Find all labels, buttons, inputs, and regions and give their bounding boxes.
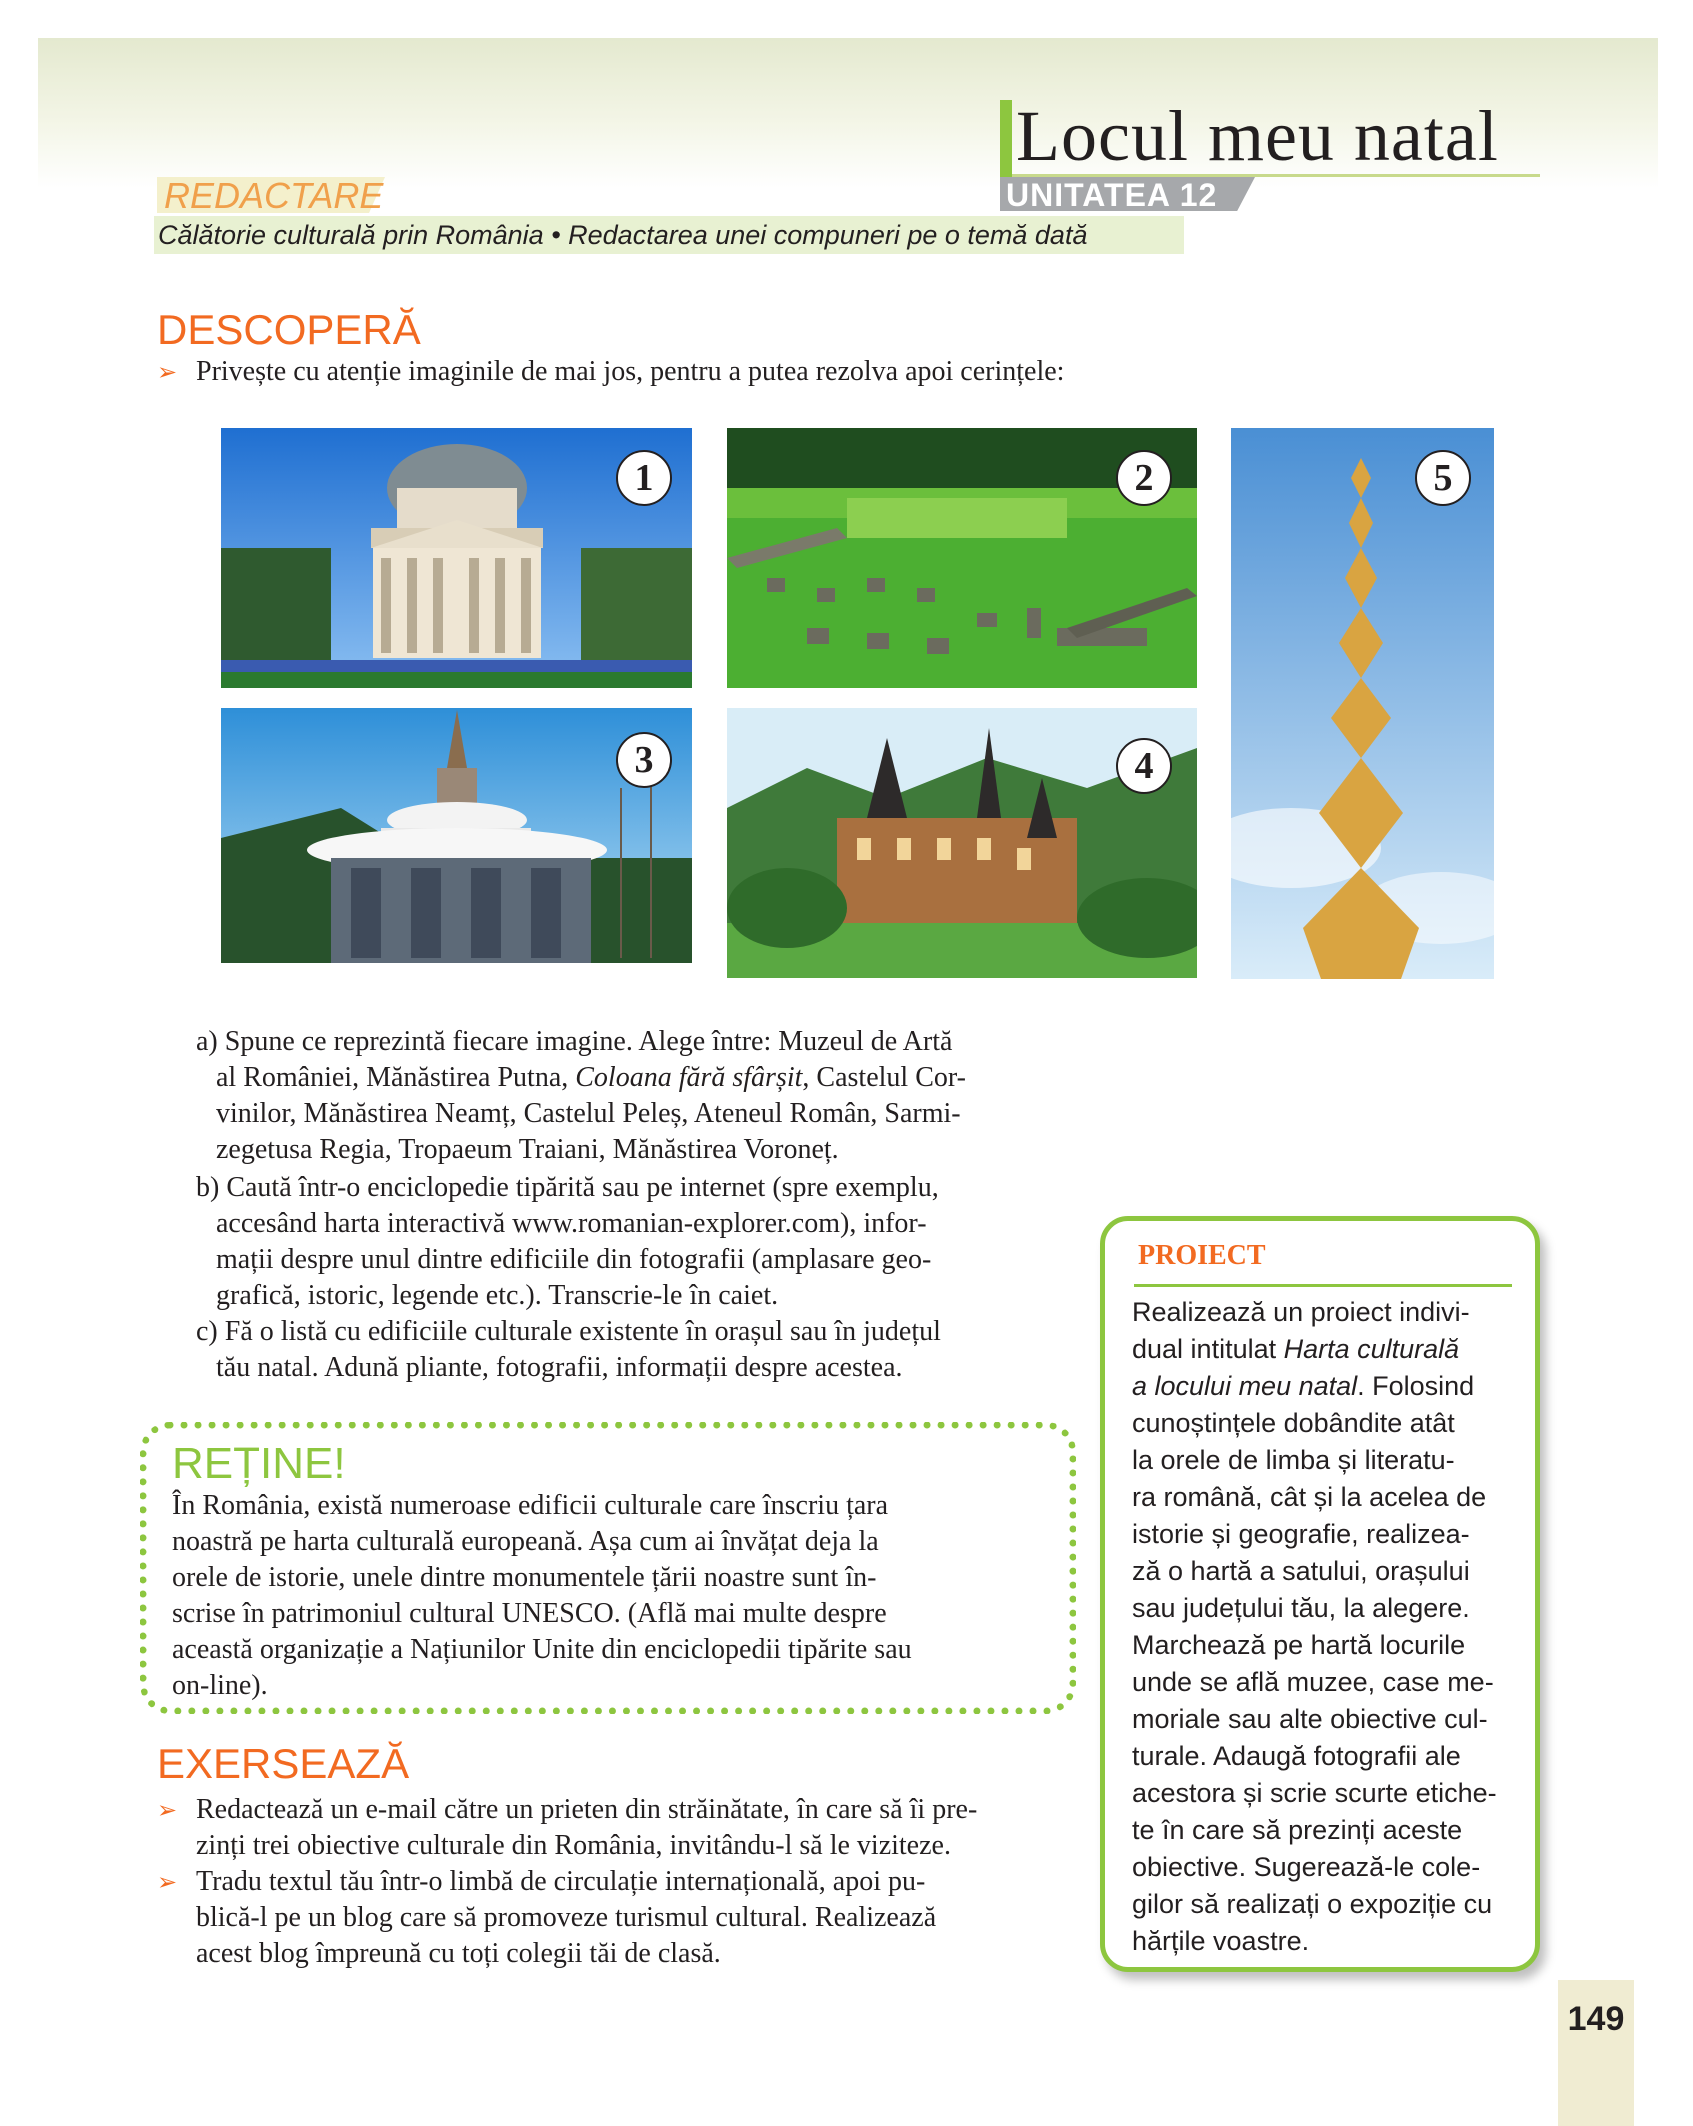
proiect-text <box>1132 1294 1512 1960</box>
arrow-bullet-icon: ➢ <box>157 1868 178 1896</box>
retine-line: on-line). <box>172 1670 268 1701</box>
proiect-line: Realizează un proiect indivi- <box>1132 1297 1470 1327</box>
retine-line: orele de istorie, unele dintre monumentele țării noastre sunt în- <box>172 1562 877 1593</box>
photo-number-badge: 1 <box>616 450 672 506</box>
task-b-line: grafică, istoric, legende etc.). Transcrie-le în caiet. <box>216 1280 779 1311</box>
task-c <box>196 1314 1066 1386</box>
page-number: 149 <box>1567 2000 1625 2038</box>
descopera-instruction: Privește cu atenție imaginile de mai jos, pentru a putea rezolva apoi cerințele: <box>196 356 1065 387</box>
task-b-line: b) Caută într-o enciclopedie tipărită sau pe internet (spre exemplu, <box>196 1172 939 1203</box>
proiect-line: moriale sau alte obiective cul- <box>1132 1704 1488 1734</box>
exerseaza-title: EXERSEAZĂ <box>157 1740 410 1787</box>
proiect-line: a locului meu natal. Folosind <box>1132 1371 1475 1401</box>
proiect-line: istorie și geografie, realizea- <box>1132 1519 1470 1549</box>
exerseaza-line: acest blog împreună cu toți colegii tăi de clasă. <box>196 1938 721 1969</box>
exerseaza-line: Redactează un e-mail către un prieten din străinătate, în care să îi pre- <box>196 1794 978 1825</box>
proiect-line: dual intitulat Harta culturală <box>1132 1334 1460 1364</box>
proiect-line: cunoștințele dobândite atât <box>1132 1408 1455 1438</box>
lesson-subtitle: Călătorie culturală prin România • Redactarea unei compuneri pe o temă dată <box>158 220 1088 250</box>
proiect-line: Marchează pe hartă locurile <box>1132 1630 1466 1660</box>
task-a-line: al României, Mănăstirea Putna, Coloana fără sfârșit, Castelul Cor- <box>216 1062 966 1093</box>
page-title: Locul meu natal <box>1016 96 1499 176</box>
task-c-line: tău natal. Adună pliante, fotografii, informații despre acestea. <box>216 1352 903 1383</box>
proiect-line: hărțile voastre. <box>1132 1926 1310 1956</box>
proiect-line: acestora și scrie scurte etiche- <box>1132 1778 1497 1808</box>
exerseaza-line: zinți trei obiective culturale din România, invitându-l să le viziteze. <box>196 1830 951 1861</box>
unit-label: UNITATEA 12 <box>1006 177 1218 213</box>
retine-title: REȚINE! <box>172 1439 346 1488</box>
task-b-line: mații despre unul dintre edificiile din fotografii (amplasare geo- <box>216 1244 932 1275</box>
proiect-divider <box>1134 1284 1512 1287</box>
task-a-italic: Coloana fără sfârșit <box>575 1062 803 1093</box>
task-b-line: accesând harta interactivă www.romanian-explorer.com), infor- <box>216 1208 927 1239</box>
proiect-line: ra română, cât și la acelea de <box>1132 1482 1487 1512</box>
arrow-bullet-icon: ➢ <box>157 1796 178 1824</box>
exerseaza-item-1 <box>196 1792 1076 1864</box>
photo-number-badge: 4 <box>1116 738 1172 794</box>
title-accent-bar <box>1000 100 1012 178</box>
task-a <box>196 1024 1066 1168</box>
section-label: REDACTARE <box>164 175 384 216</box>
proiect-line: sau județului tău, la alegere. <box>1132 1593 1470 1623</box>
proiect-line: unde se află muzee, case me- <box>1132 1667 1494 1697</box>
arrow-bullet-icon: ➢ <box>157 358 178 386</box>
photo-number-badge: 2 <box>1116 450 1172 506</box>
task-a-line: vinilor, Mănăstirea Neamț, Castelul Peleș, Ateneul Român, Sarmi- <box>216 1098 961 1129</box>
proiect-line: obiective. Sugerează-le cole- <box>1132 1852 1481 1882</box>
retine-line: În România, există numeroase edificii culturale care înscriu țara <box>172 1490 889 1521</box>
photo-coloana-fara-sfarsit <box>1231 428 1494 979</box>
retine-text <box>172 1488 1052 1704</box>
descopera-title: DESCOPERĂ <box>157 306 421 353</box>
proiect-line: la orele de limba și literatu- <box>1132 1445 1455 1475</box>
task-a-line: a) Spune ce reprezintă fiecare imagine. Alege între: Muzeul de Artă <box>196 1026 953 1057</box>
proiect-line: turale. Adaugă fotografii ale <box>1132 1741 1461 1771</box>
proiect-line: te în care să prezinți aceste <box>1132 1815 1463 1845</box>
photo-number-badge: 3 <box>616 732 672 788</box>
exerseaza-line: Tradu textul tău într-o limbă de circulație internațională, apoi pu- <box>196 1866 926 1897</box>
proiect-line: ză o hartă a satului, orașului <box>1132 1556 1470 1586</box>
retine-line: noastră pe harta culturală europeană. Așa cum ai învățat deja la <box>172 1526 879 1557</box>
task-c-line: c) Fă o listă cu edificiile culturale existente în orașul sau în județul <box>196 1316 941 1347</box>
task-b <box>196 1170 1066 1314</box>
photo-number-badge: 5 <box>1415 450 1471 506</box>
retine-line: scrise în patrimoniul cultural UNESCO. (Află mai multe despre <box>172 1598 887 1629</box>
proiect-title: PROIECT <box>1138 1240 1266 1271</box>
task-a-line: zegetusa Regia, Tropaeum Traiani, Mănăstirea Voroneț. <box>216 1134 839 1165</box>
exerseaza-line: blică-l pe un blog care să promoveze turismul cultural. Realizează <box>196 1902 937 1933</box>
retine-line: această organizație a Națiunilor Unite din enciclopedii tipărite sau <box>172 1634 912 1665</box>
proiect-line: gilor să realizați o expoziție cu <box>1132 1889 1493 1919</box>
exerseaza-item-2 <box>196 1864 1076 1972</box>
